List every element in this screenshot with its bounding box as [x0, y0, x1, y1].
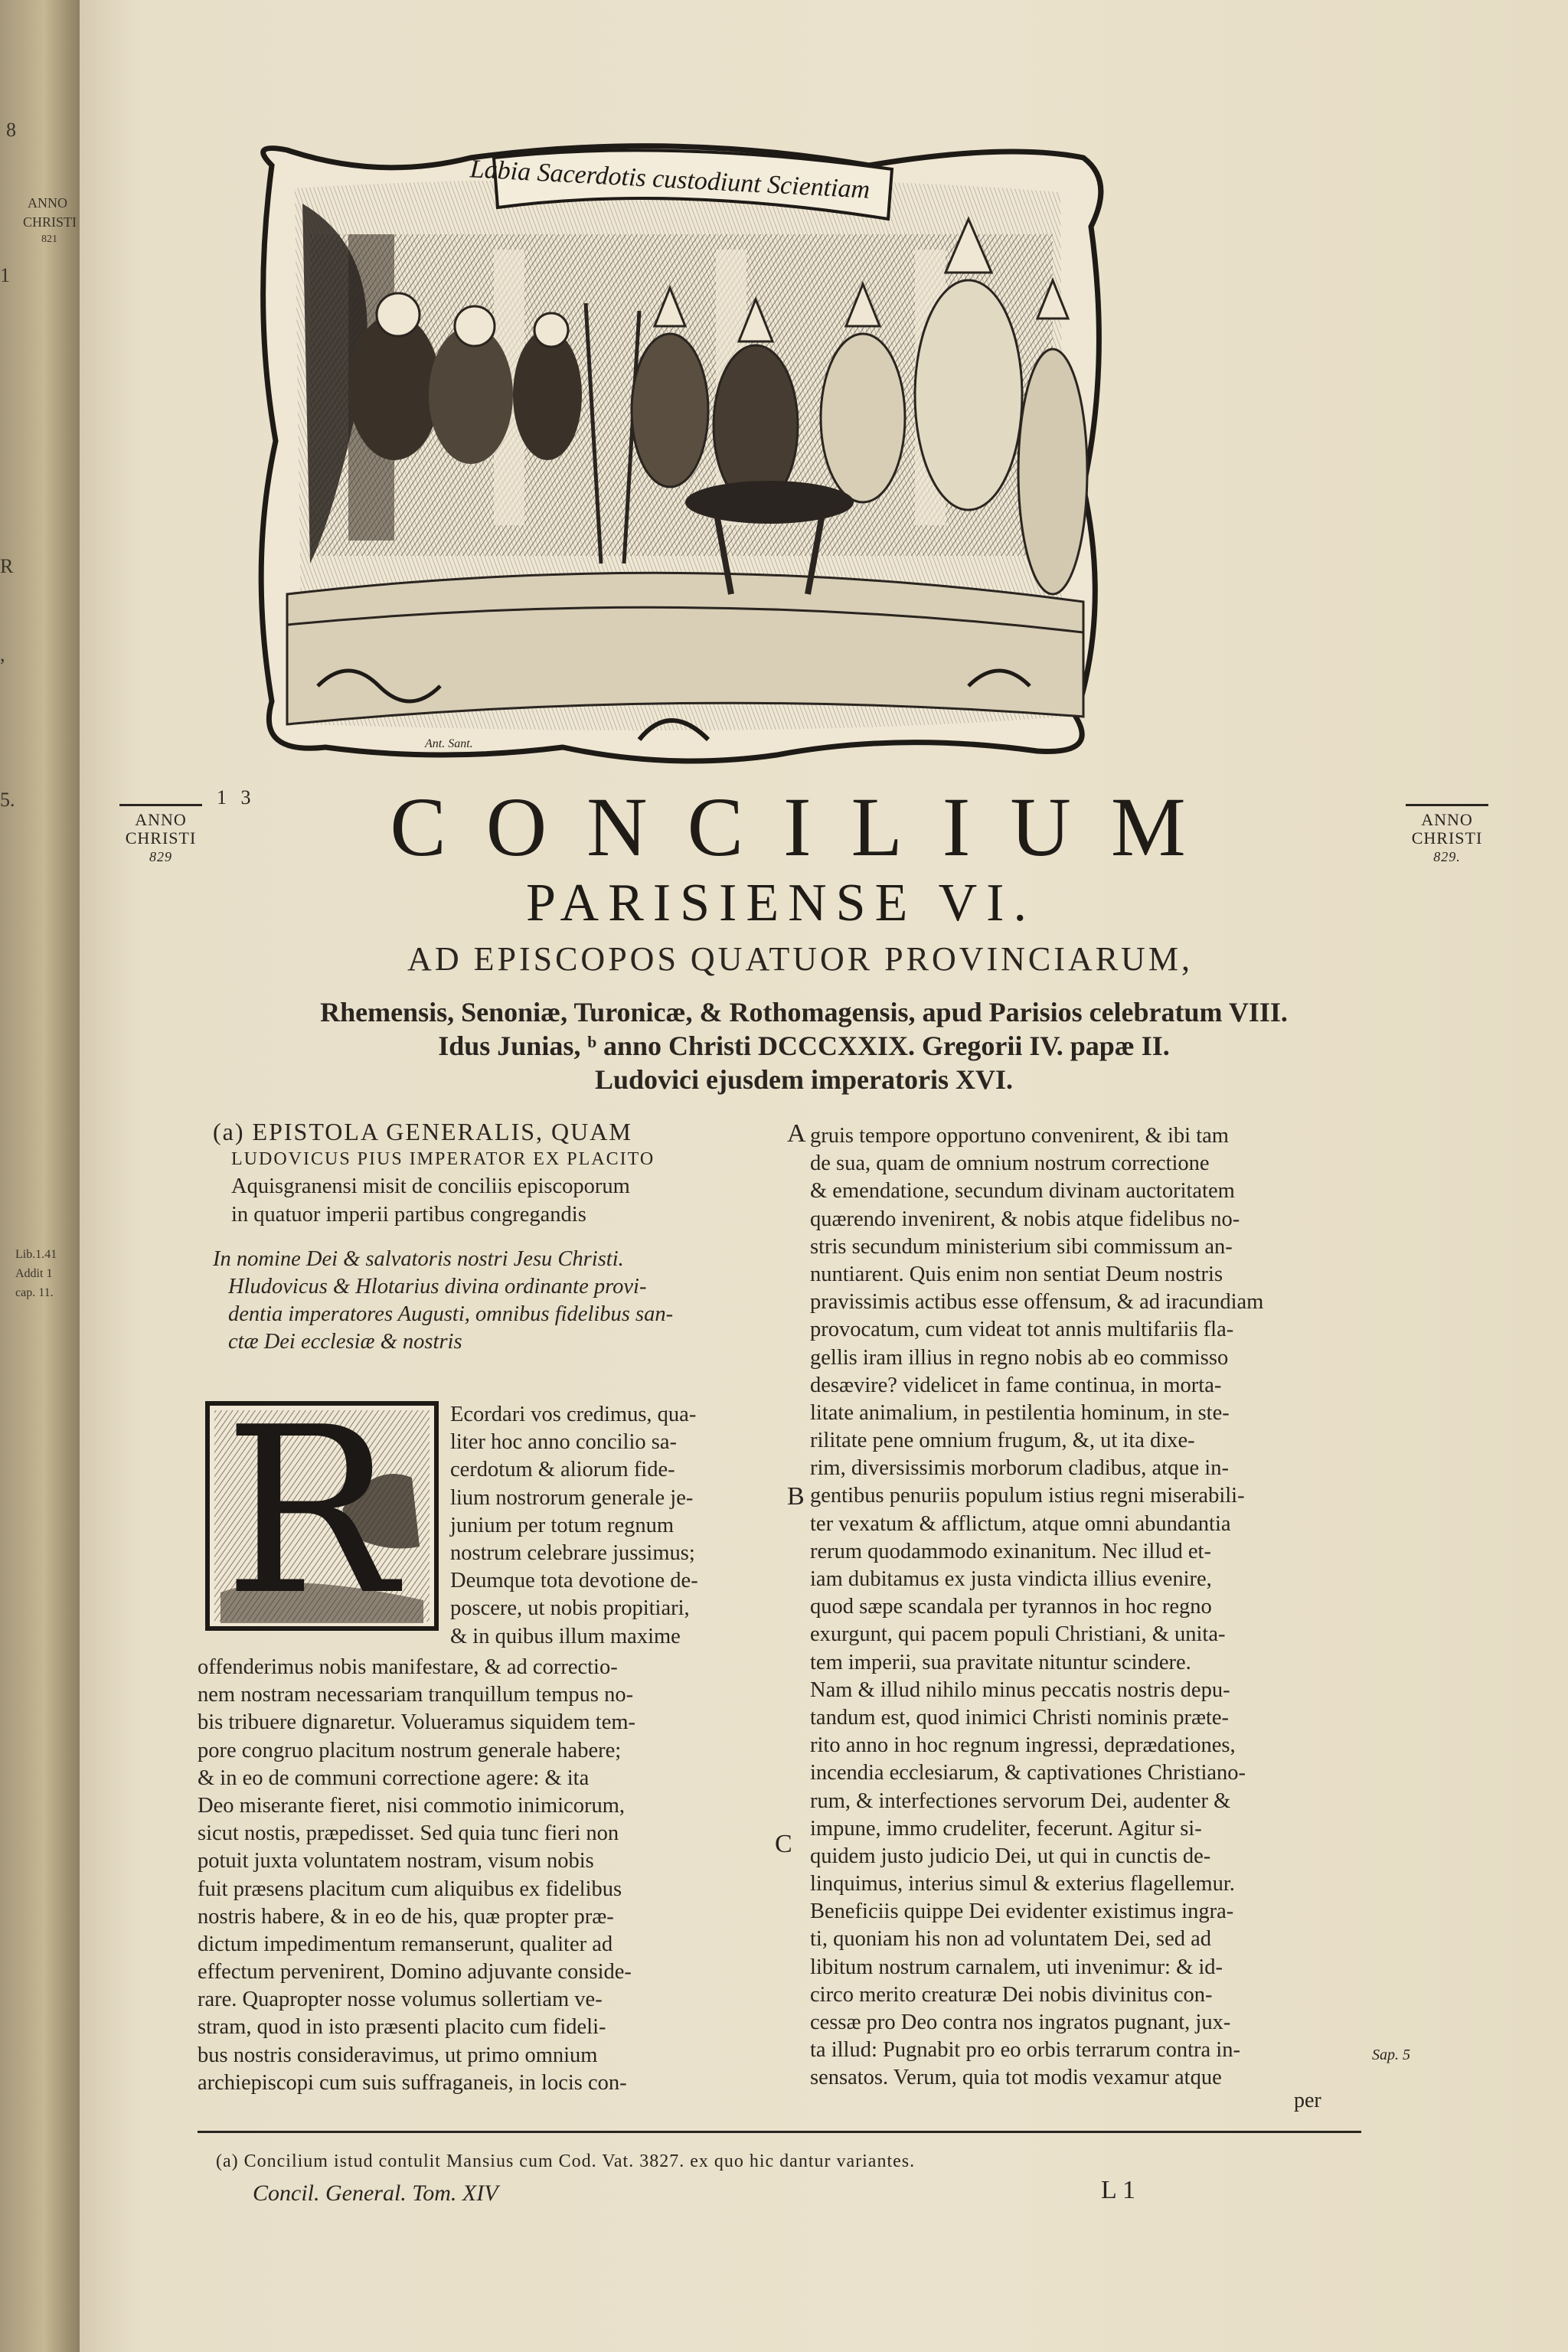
prev-page-fragment: 8 [6, 119, 16, 141]
text-line: potuit juxta voluntatem nostram, visum nobis [198, 1849, 594, 1873]
catchword: per [1294, 2089, 1321, 2112]
text-line: Beneficiis quippe Dei evidenter existimus ingra- [810, 1900, 1234, 1924]
text-line: poscere, ut nobis propitiari, [450, 1596, 690, 1621]
text-line: stris secundum ministerium sibi commissum an- [810, 1234, 1233, 1259]
anno-christi-left [115, 804, 207, 866]
text-line: lium nostrorum generale je- [450, 1485, 694, 1510]
anno-rule [1406, 804, 1488, 806]
text-line: nostrum celebrare jussimus; [450, 1540, 695, 1565]
text-line: sicut nostis, præpedisset. Sed quia tunc fieri non [198, 1821, 619, 1846]
text-line: tem imperii, sua pravitate nituntur scindere. [810, 1650, 1191, 1674]
text-line: ti, quoniam his non ad voluntatem Dei, sed ad [810, 1927, 1211, 1952]
text-line: rum, & interfectiones servorum Dei, audenter & [810, 1788, 1231, 1813]
prev-page-fragment: Lib.1.41 [15, 1248, 57, 1261]
drop-cap-letter: R [224, 1378, 397, 1645]
council-description [211, 995, 1397, 1096]
text-line: gruis tempore opportuno convenirent, & ibi tam [810, 1124, 1229, 1148]
heading-line: Aquisgranensi misit de conciliis episcoporum [231, 1174, 630, 1199]
text-line: archiepiscopi cum suis suffraganeis, in locis con- [198, 2070, 627, 2095]
engraver-signature: Ant. Sant. [425, 737, 473, 750]
text-line: pore congruo placitum nostrum generale habere; [198, 1738, 622, 1762]
left-column [213, 1118, 779, 1357]
text-line: nem nostram necessariam tranquillum tempus no- [198, 1683, 634, 1707]
text-line: rito anno in hoc regnum ingressi, deprædationes, [810, 1733, 1236, 1758]
document-title: CONCILIUM [390, 780, 1226, 874]
text-line: incendia ecclesiarum, & captivationes Christiano- [810, 1761, 1246, 1785]
volume-signature-text: Concil. General. Tom. XIV [253, 2180, 498, 2206]
prev-page-fragment: cap. 11. [15, 1286, 54, 1299]
text-line: litate animalium, in pestilentia hominum, in ste- [810, 1400, 1230, 1425]
anno-year: 829. [1433, 849, 1461, 864]
text-line: pravissimis actibus esse offensum, & ad iracundiam [810, 1290, 1264, 1315]
invocation-line: In nomine Dei & salvatoris nostri Jesu Christi. [213, 1246, 624, 1271]
anno-christi-right [1401, 804, 1493, 866]
volume-signature [253, 2180, 498, 2207]
prev-page-fragment: CHRISTI [23, 214, 77, 230]
text-line: impune, immo crudeliter, fecerunt. Agitur si- [810, 1816, 1202, 1841]
anno-year: 829 [149, 849, 172, 864]
text-line: cessæ pro Deo contra nos ingratos pugnant, jux- [810, 2011, 1231, 2034]
invocation-line: Hludovicus & Hlotarius divina ordinante provi- [228, 1274, 647, 1298]
epistola-heading: (a) EPISTOLA GENERALIS, QUAM [213, 1118, 632, 1145]
heading-line: LUDOVICUS PIUS IMPERATOR EX PLACITO [231, 1149, 655, 1170]
left-body-text [198, 1654, 779, 2097]
text-line: fuit præsens placitum cum aliquibus ex fidelibus [198, 1877, 622, 1901]
text-line: linquimus, interius simul & exterius flagellemur. [810, 1872, 1235, 1896]
text-line: quidem justo judicio Dei, ut qui in cunctis de- [810, 1844, 1211, 1868]
text-line: & in eo de communi correctione agere: & ita [198, 1766, 590, 1790]
text-line: circo merito creaturæ Dei nobis divinitus con- [810, 1982, 1213, 2007]
text-line: junium per totum regnum [450, 1513, 675, 1537]
engraving-motto: Labia Sacerdotis custodiunt Scientiam [469, 155, 871, 204]
document-subtitle: PARISIENSE VI. [526, 874, 1036, 933]
text-line: offenderimus nobis manifestare, & ad correctio- [198, 1655, 618, 1679]
previous-page-edge [0, 0, 82, 2352]
text-line: de sua, quam de omnium nostrum correctione [810, 1152, 1210, 1176]
text-line: Nam & illud nihilo minus peccatis nostris depu- [810, 1677, 1230, 1702]
description-line: Rhemensis, Senoniæ, Turonicæ, & Rothomagensis, apud Parisios celebratum VIII. [320, 997, 1288, 1027]
gathering-signature: L 1 [1101, 2176, 1136, 2204]
prev-page-fragment: R [0, 555, 14, 577]
invocation-line: dentia imperatores Augusti, omnibus fidelibus san- [228, 1302, 674, 1327]
text-line: iam dubitamus ex justa vindicta illius evenire, [810, 1567, 1212, 1591]
text-line: bus nostris consideravimus, ut primo omnium [198, 2043, 598, 2067]
text-line: Deumque tota devotione de- [450, 1569, 698, 1593]
text-line: desævire? videlicet in fame continua, in morta- [810, 1373, 1222, 1397]
text-line: cerdotum & aliorum fide- [450, 1458, 675, 1482]
text-line: sensatos. Verum, quia tot modis vexamur atque [810, 2066, 1222, 2090]
text-line: exurgunt, qui pacem populi Christiani, & unita- [810, 1622, 1226, 1647]
prev-page-fragment: 821 [41, 234, 57, 245]
prev-page-fragment: 1 [0, 264, 10, 286]
christi-label: CHRISTI [125, 828, 197, 848]
footnote-rule [198, 2131, 1361, 2133]
invocation-line: ctæ Dei ecclesiæ & nostris [228, 1330, 462, 1354]
text-line: rilitate pene omnium frugum, &, ut ita dixe- [810, 1429, 1195, 1453]
text-line: & in quibus illum maxime [450, 1624, 681, 1648]
text-line: quærendo invenirent, & nobis atque fidelibus no- [810, 1207, 1240, 1231]
text-line: dictum impedimentum remanserunt, qualiter ad [198, 1932, 613, 1956]
council-engraving [241, 135, 1118, 770]
prev-page-fragment: ANNO [28, 195, 67, 211]
beside-dropcap-text [450, 1401, 779, 1651]
text-line: nostris habere, & in eo de his, quæ propter præ- [198, 1904, 614, 1929]
text-line: rare. Quapropter nosse volumus sollertiam ve- [198, 1988, 603, 2012]
text-line: rerum quodammodo exinanitum. Nec illud et- [810, 1539, 1211, 1563]
prev-page-fragment: Addit 1 [15, 1267, 53, 1280]
text-line: gentibus penuriis populum istius regni miserabili- [810, 1484, 1245, 1508]
text-line: libitum nostrum carnalem, uti invenimur: & id- [810, 1955, 1223, 1979]
footnote: (a) Concilium istud contulit Mansius cum Cod. Vat. 3827. ex quo hic dantur variantes. [216, 2151, 916, 2171]
text-line: gellis iram illius in regno nobis ab eo commisso [810, 1345, 1229, 1370]
text-line: Deo miserante fieret, nisi commotio inimicorum, [198, 1793, 625, 1818]
right-column [810, 1122, 1361, 2092]
title-provinces: AD EPISCOPOS QUATUOR PROVINCIARUM, [407, 940, 1193, 978]
section-marker-a: A [787, 1119, 806, 1148]
text-line: effectum pervenirent, Domino adjuvante conside- [198, 1960, 632, 1984]
text-line: provocatum, cum videat tot annis multifariis fla- [810, 1318, 1234, 1342]
text-line: rim, diversissimis morborum cladibus, atque in- [810, 1456, 1229, 1481]
text-line: quod sæpe scandala per tyrannos in hoc regno [810, 1595, 1212, 1619]
heading-line: in quatuor imperii partibus congregandis [231, 1202, 586, 1227]
anno-rule [119, 804, 202, 806]
anno-label: ANNO [135, 810, 187, 829]
description-line: Ludovici ejusdem imperatoris XVI. [595, 1064, 1013, 1095]
christi-label: CHRISTI [1411, 828, 1483, 848]
text-line: nuntiarent. Quis enim non sentiat Deum nostris [810, 1262, 1223, 1286]
section-marker-b: B [787, 1482, 805, 1511]
scripture-reference: Sap. 5 [1372, 2047, 1410, 2063]
text-line: Ecordari vos credimus, qua- [450, 1403, 697, 1426]
section-marker-c: C [775, 1830, 792, 1858]
anno-label: ANNO [1421, 810, 1473, 829]
marginal-mark: 1 3 [217, 786, 256, 808]
prev-page-fragment: 5. [0, 789, 15, 811]
text-line: & emendatione, secundum divinam auctoritatem [810, 1179, 1235, 1204]
text-line: ta illud: Pugnabit pro eo orbis terrarum contra in- [810, 2038, 1240, 2063]
text-line: tandum est, quod inimici Christi nominis præte- [810, 1705, 1230, 1730]
text-line: ter vexatum & afflictum, atque omni abundantia [810, 1511, 1231, 1536]
text-line: liter hoc anno concilio sa- [450, 1430, 677, 1455]
text-line: bis tribuere dignaretur. Volueramus siquidem tem- [198, 1710, 636, 1735]
prev-page-fragment: , [0, 643, 5, 665]
text-line: stram, quod in isto præsenti placito cum fideli- [198, 2015, 606, 2040]
description-line: Idus Junias, ᵇ anno Christi DCCCXXIX. Gregorii IV. papæ II. [438, 1031, 1170, 1061]
